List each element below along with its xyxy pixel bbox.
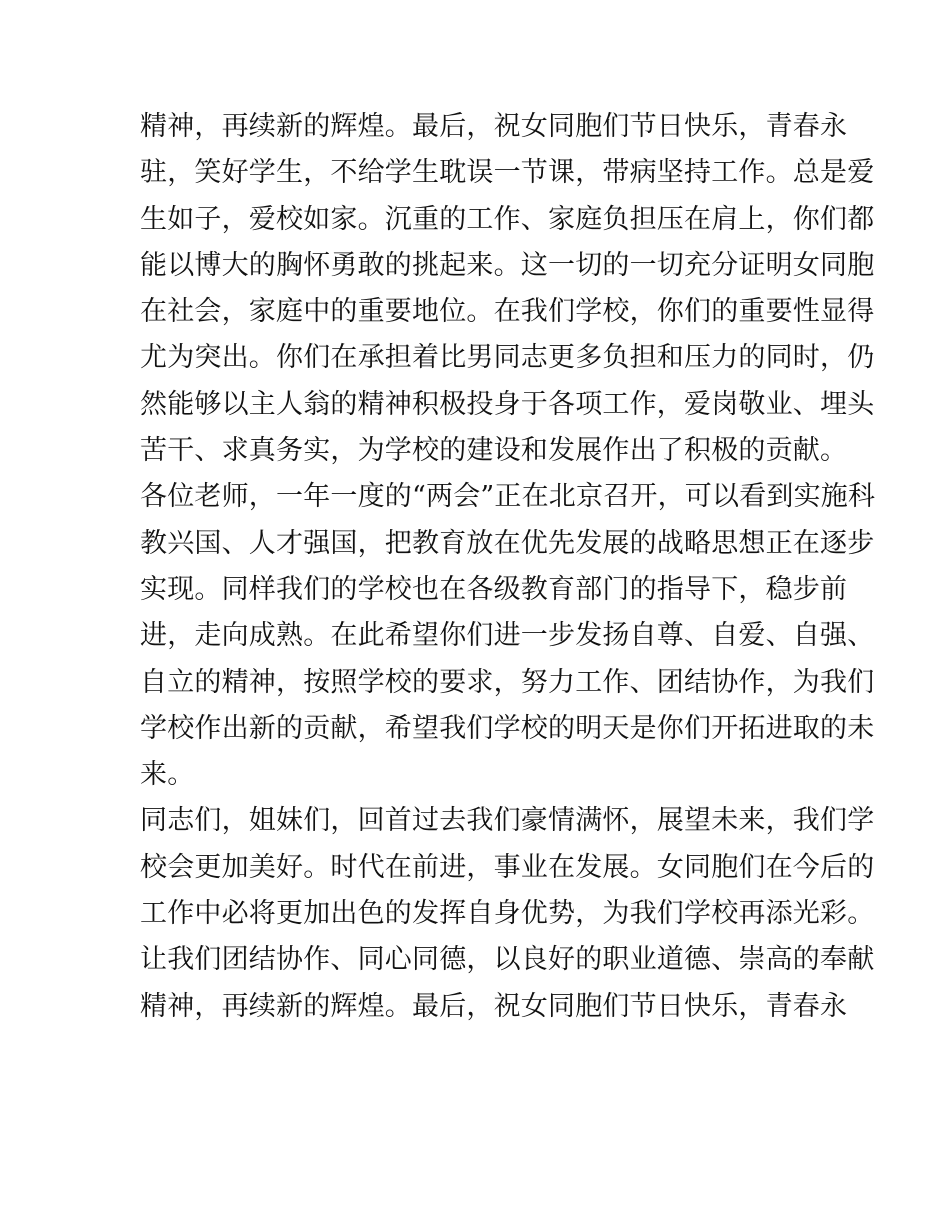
text-line: 苦干、求真务实，为学校的建设和发展作出了积极的贡献。: [140, 435, 848, 467]
text-line: 实现。同样我们的学校也在各级教育部门的指导下，稳步前: [140, 573, 848, 605]
text-line: 自立的精神，按照学校的要求，努力工作、团结协作，为我们: [140, 666, 875, 698]
text-line: 各位老师，一年一度的“两会”正在北京召开，可以看到实施科: [140, 481, 876, 513]
text-line: 同志们，姐妹们，回首过去我们豪情满怀，展望未来，我们学: [140, 805, 875, 837]
text-line: 来。: [140, 759, 195, 791]
document-body: [140, 104, 876, 1030]
text-line: 让我们团结协作、同心同德，以良好的职业道德、崇高的奉献: [140, 944, 875, 976]
text-line: 驻，笑好学生，不给学生耽误一节课，带病坚持工作。总是爱: [140, 157, 875, 189]
text-line: 精神，再续新的辉煌。最后，祝女同胞们节日快乐，青春永: [140, 111, 848, 142]
text-line: 精神，再续新的辉煌。最后，祝女同胞们节日快乐，青春永: [140, 990, 848, 1022]
text-line: 工作中必将更加出色的发挥自身优势，为我们学校再添光彩。: [140, 898, 875, 930]
text-line: 能以博大的胸怀勇敢的挑起来。这一切的一切充分证明女同胞: [140, 249, 875, 281]
text-line: 尤为突出。你们在承担着比男同志更多负担和压力的同时，仍: [140, 342, 875, 374]
text-line: 学校作出新的贡献，希望我们学校的明天是你们开拓进取的未: [140, 712, 875, 744]
text-line: 在社会，家庭中的重要地位。在我们学校，你们的重要性显得: [140, 296, 875, 328]
text-line: 然能够以主人翁的精神积极投身于各项工作，爱岗敬业、埋头: [140, 388, 875, 420]
text-line: 进，走向成熟。在此希望你们进一步发扬自尊、自爱、自强、: [140, 620, 875, 652]
text-line: 生如子，爱校如家。沉重的工作、家庭负担压在肩上，你们都: [140, 203, 875, 235]
text-line: 校会更加美好。时代在前进，事业在发展。女同胞们在今后的: [140, 851, 875, 883]
text-line: 教兴国、人才强国，把教育放在优先发展的战略思想正在逐步: [140, 527, 875, 559]
